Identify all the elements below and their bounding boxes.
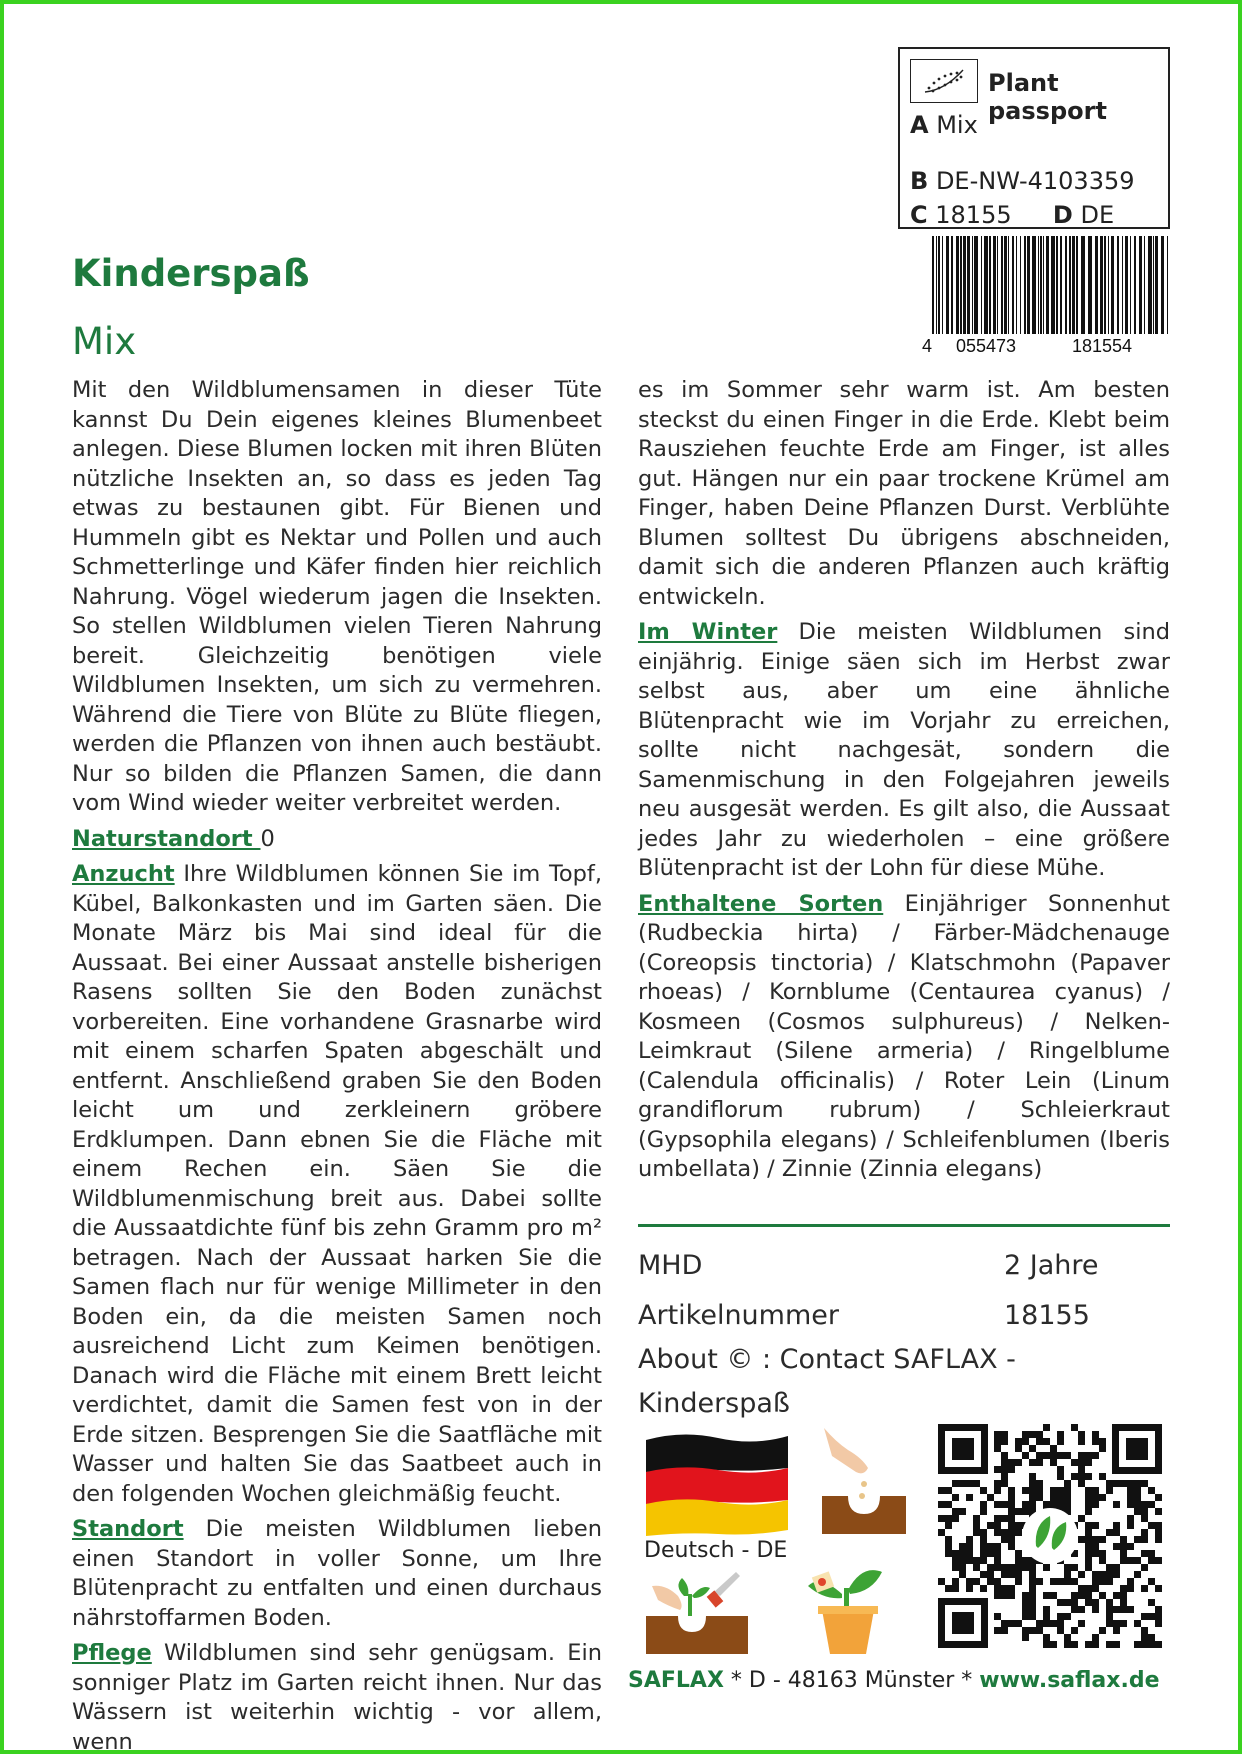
winter-paragraph (638, 618, 1170, 884)
passport-row-b (910, 167, 1135, 195)
passport-c-value: 18155 (935, 201, 1012, 229)
artikel-label: Artikelnummer (638, 1300, 839, 1331)
pflege-text: Wildblumen sind sehr genügsam. Ein sonniger Platz im Garten reicht ihnen. Nur das Wässern ist weiterhin wichtig - vor allem, wenn (72, 1640, 602, 1755)
language-label: Deutsch - DE (644, 1538, 788, 1563)
anzucht-heading: Anzucht (72, 861, 175, 887)
artikel-value: 18155 (1004, 1300, 1090, 1331)
footer-brand: SAFLAX (628, 1668, 724, 1693)
passport-b-label: B (910, 167, 929, 195)
standort-heading: Standort (72, 1516, 184, 1542)
sorten-text: Einjähriger Sonnenhut (Rudbeckia hirta) / Färber-Mädchenauge (Coreopsis tinctoria) / Klatschmohn (Papaver rhoeas) / Kornblume (Centaurea cyanus) / Kosmeen (Cosmos sulphureus) / Nelken-Leimkraut (Silene armeria) / Ringelblume (Calendula officinalis) / Roter Lein (Linum grandiflorum rubrum) / Schleierkraut (Gypsophila elegans) / Schleifenblumen (Iberis umbellata) / Zinnie (Zinnia elegans) (638, 890, 1170, 1182)
eu-organic-leaf-icon (910, 59, 978, 103)
passport-d-label: D (1052, 201, 1073, 229)
seedling-pot-icon (800, 1544, 896, 1656)
hand-planting-seedling-icon (644, 1566, 750, 1656)
barcode-digit-2: 055473 (956, 336, 1017, 356)
plant-passport (898, 47, 1170, 229)
anzucht-text: Ihre Wildblumen können Sie im Topf, Kübel, Balkonkasten und im Garten säen. Die Monate März bis Mai sind ideal für die Aussaat. Bei einer Aussaat anstelle bisherigen Rasens sollten Sie den Boden zunächst vorbereiten. Eine vorhandene Grasnarbe wird mit einem scharfen Spaten abgeschält und entfernt. Anschließend graben Sie den Boden leicht um und zerkleinern gröbere Erdklumpen. Dann ebnen Sie die Fläche mit einem Rechen ein. Säen Sie die Wildblumenmischung breit aus. Dabei sollte die Aussaatdichte fünf bis zehn Gramm pro m² betragen. Nach der Aussaat harken Sie die Samen flach nur für wenige Millimeter in den Boden ein, da die meisten Samen noch ausreichend Licht zum Keimen benötigen. Danach wird die Fläche mit einem Brett leicht verdichtet, damit die Samen fest von in der Erde sitzen. Besprengen Sie die Saatfläche mit Wasser und halten Sie das Saatbeet auch in den folgenden Wochen gleichmäßig feucht. (72, 861, 602, 1507)
sorten-heading: Enthaltene Sorten (638, 890, 884, 917)
footer-address: * D - 48163 Münster * (723, 1668, 980, 1693)
about-line-1: About © : Contact SAFLAX - (638, 1344, 1016, 1375)
naturstandort-paragraph (72, 825, 602, 855)
naturstandort-text: 0 (260, 825, 275, 852)
barcode-digit-1: 4 (922, 336, 933, 356)
standort-text: Die meisten Wildblumen lieben einen Standort in voller Sonne, um Ihre Blütenpracht zu entfalten und einen durchaus nährstoffarmen Boden. (72, 1516, 602, 1631)
mhd-value: 2 Jahre (1004, 1250, 1099, 1281)
intro-paragraph: Mit den Wildblumensamen in dieser Tüte kannst Du Dein eigenes kleines Blumenbeet anlegen. Diese Blumen locken mit ihren Blüten nützliche Insekten an, so dass es jeden Tag etwas zu bestaunen gibt. Für Bienen und Hummeln gibt es Nektar und Pollen und auch Schmetterlinge und Käfer finden hier reichlich Nahrung. Vögel wiederum jagen die Insekten. So stellen Wildblumen vielen Tieren Nahrung bereit. Gleichzeitig benötigen viele Wildblumen Insekten, um sich zu vermehren. Während die Tiere von Blüte zu Blüte fliegen, werden die Pflanzen von ihnen auch bestäubt. Nur so bilden die Pflanzen Samen, die dann vom Wind wieder weiter verbreitet werden. (72, 377, 602, 816)
about-line-2: Kinderspaß (638, 1388, 790, 1419)
anzucht-paragraph (72, 860, 602, 1509)
barcode-digit-3: 181554 (1072, 336, 1133, 356)
winter-text: Die meisten Wildblumen sind einjährig. Einige säen sich im Herbst zwar selbst aus, aber um eine ähnliche Blütenpracht wie im Vorjahr zu erreichen, sollte nicht nachgesät, sondern die Samenmischung in den Folgejahren jeweils neu ausgesät werden. Es gilt also, die Aussaat jedes Jahr zu wiederholen – eine größere Blütenpracht ist der Lohn für diese Mühe. (638, 619, 1170, 881)
plant-passport-title: Plant passport (988, 69, 1107, 125)
footer (628, 1668, 1160, 1693)
sorten-paragraph (638, 890, 1170, 1185)
footer-url[interactable]: www.saflax.de (979, 1668, 1160, 1693)
passport-b-value: DE-NW-4103359 (935, 167, 1135, 195)
naturstandort-heading: Naturstandort (72, 825, 261, 852)
pflege-continued-paragraph: es im Sommer sehr warm ist. Am besten steckst du einen Finger in die Erde. Klebt beim Rausziehen feuchte Erde am Finger, ist alles gut. Hängen nur ein paar trockene Krümel am Finger, haben Deine Pflanzen Durst. Verblühte Blumen solltest Du übrigens abschneiden, damit sich die anderen Pflanzen auch kräftig entwickeln. (638, 377, 1170, 610)
mhd-label: MHD (638, 1250, 703, 1281)
product-title: Kinderspaß (72, 252, 310, 295)
germany-flag-icon (644, 1430, 790, 1538)
right-column (638, 376, 1170, 1191)
passport-a-label: A (910, 111, 929, 139)
product-subtitle: Mix (72, 320, 137, 363)
section-divider (638, 1224, 1170, 1227)
passport-row-c (910, 201, 1114, 229)
winter-heading: Im Winter (638, 619, 778, 645)
passport-row-a (910, 111, 978, 139)
pflege-heading: Pflege (72, 1640, 152, 1666)
passport-c-label: C (910, 201, 928, 229)
left-column (72, 376, 602, 1763)
hand-sowing-seeds-icon (818, 1424, 908, 1536)
pflege-paragraph (72, 1639, 602, 1757)
qr-code-icon (938, 1424, 1162, 1648)
standort-paragraph (72, 1515, 602, 1633)
barcode (922, 236, 1172, 356)
passport-a-value: Mix (936, 111, 978, 139)
passport-d-value: DE (1080, 201, 1115, 229)
